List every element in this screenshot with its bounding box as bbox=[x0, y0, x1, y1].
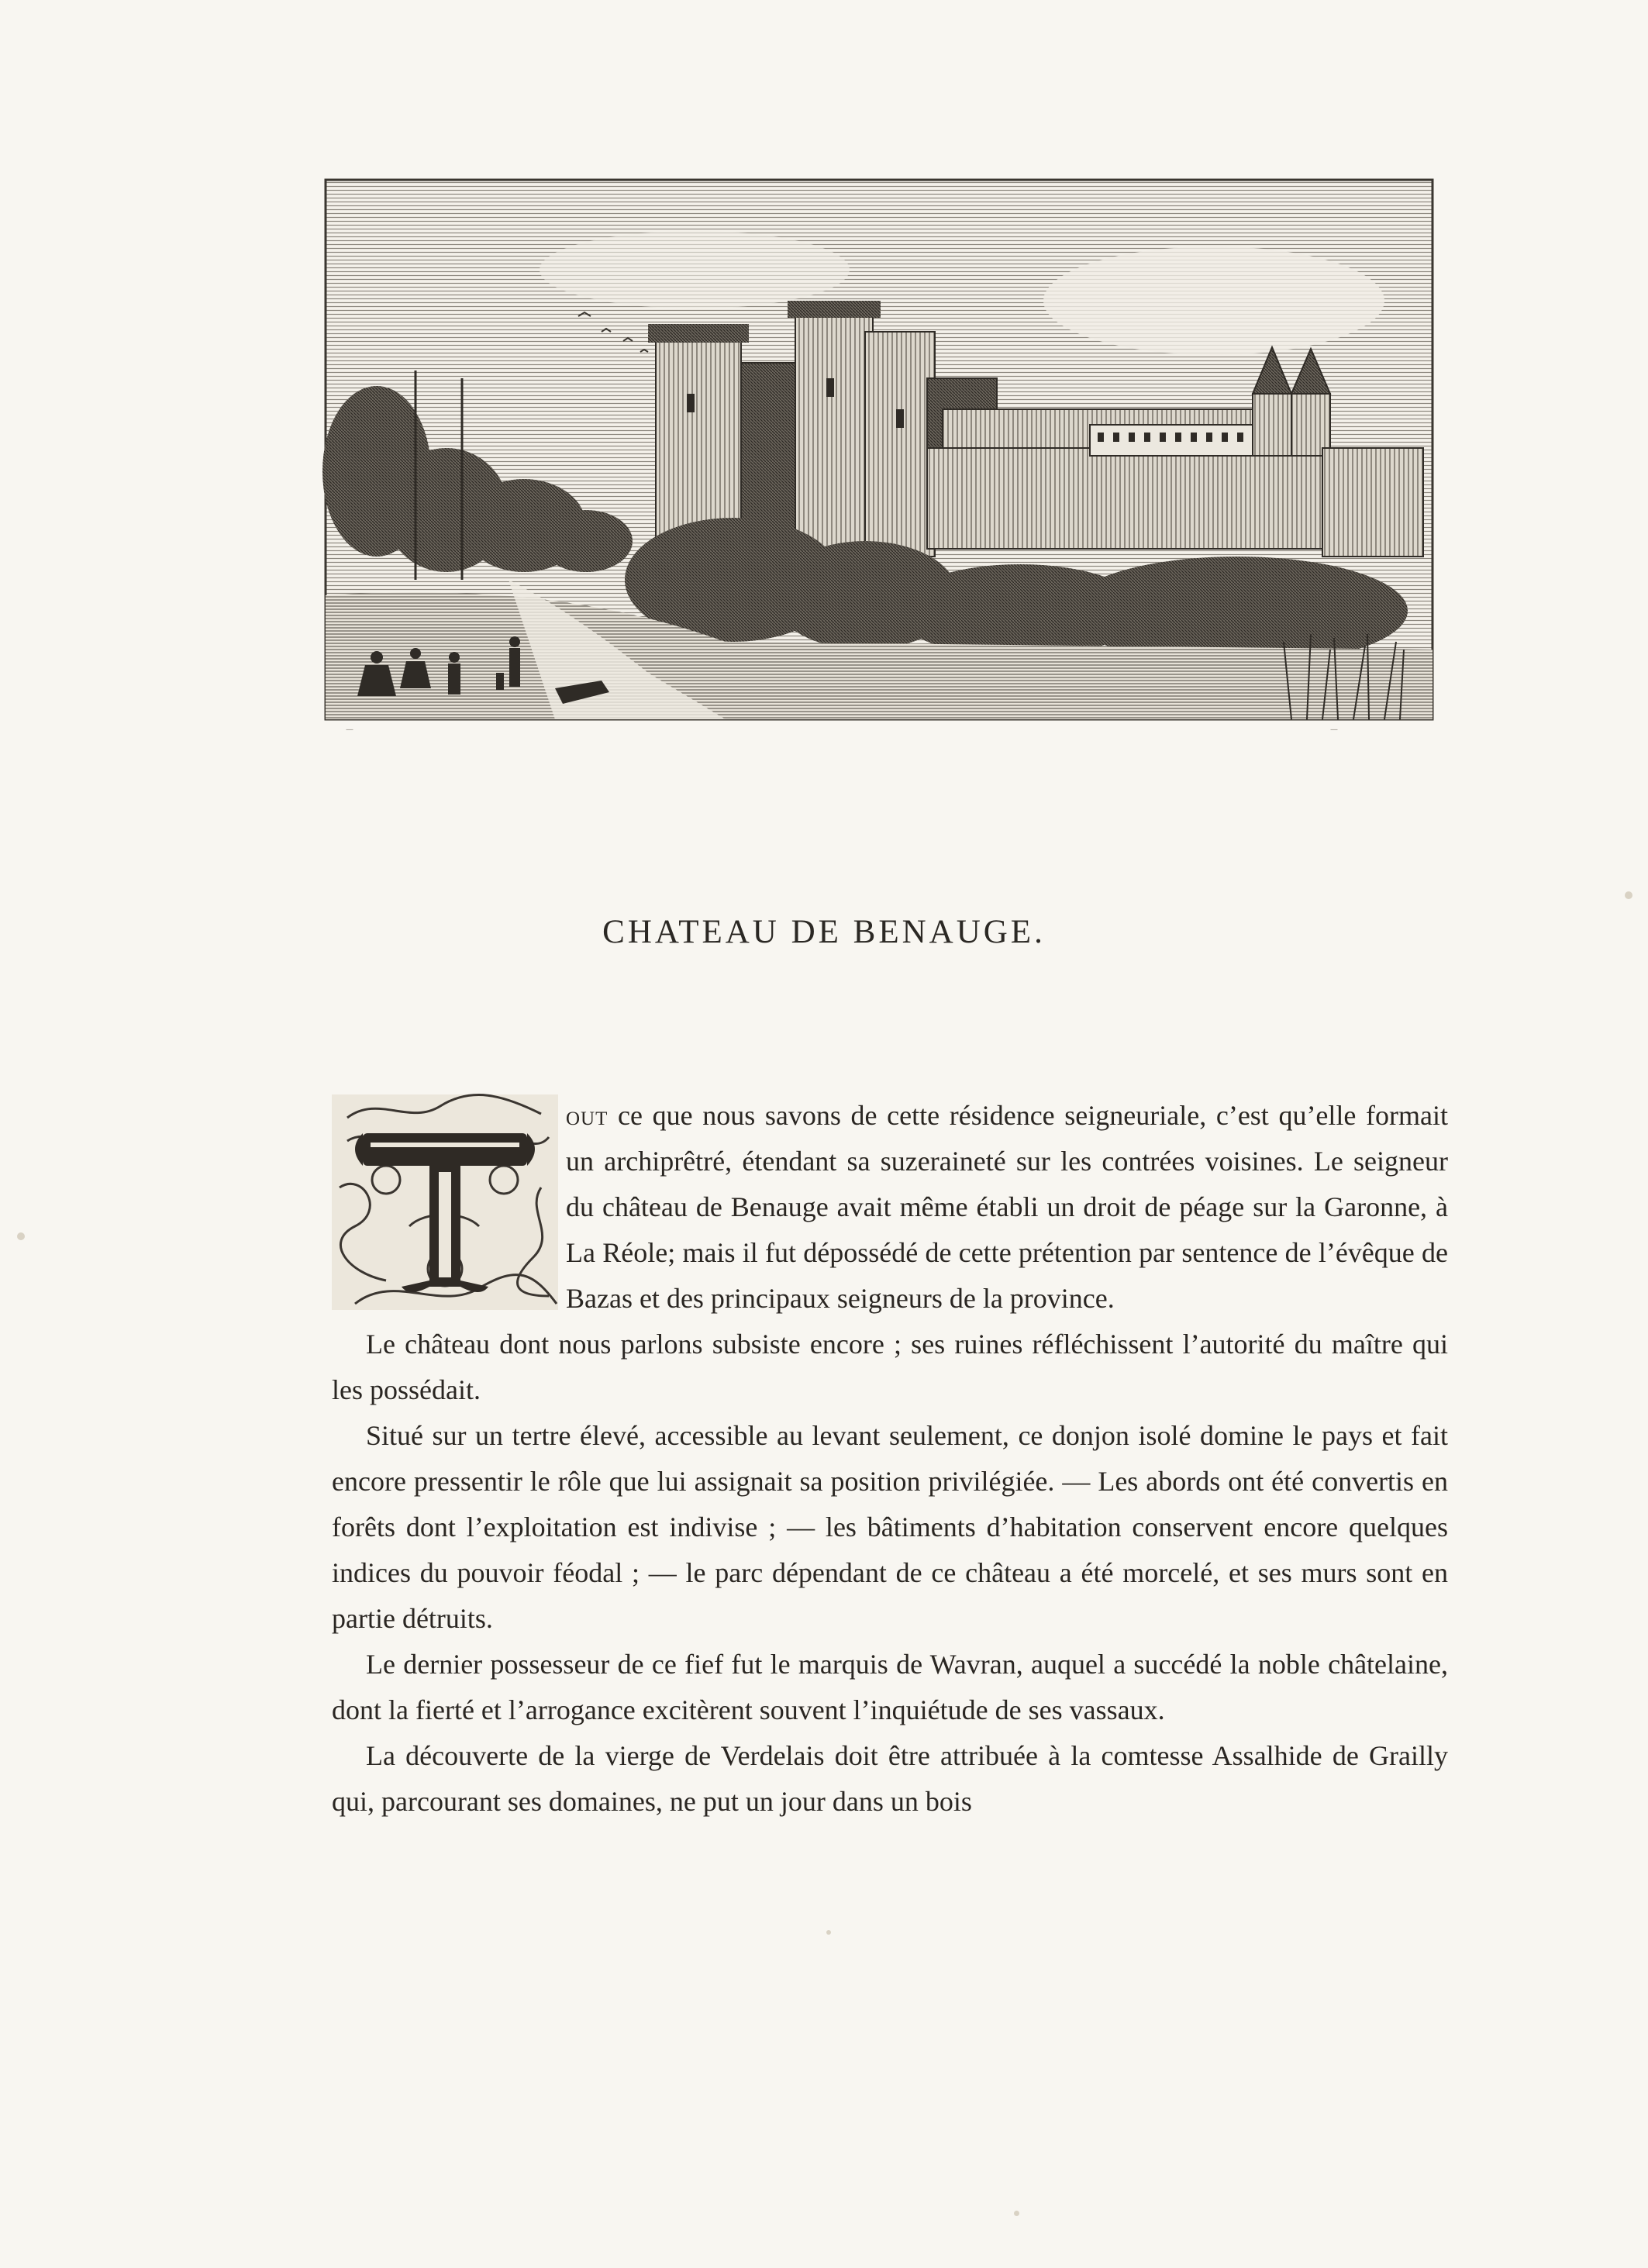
article-body bbox=[332, 1093, 1448, 1825]
paper-speck bbox=[17, 1232, 25, 1240]
paper-speck bbox=[1014, 2211, 1019, 2216]
paragraph-1-lead: out bbox=[566, 1100, 609, 1131]
paragraph-2: Le château dont nous parlons subsiste encore ; ses ruines réfléchissent l’autorité du maître qui les possédait. bbox=[332, 1329, 1448, 1405]
paragraph-4: Le dernier possesseur de ce fief fut le marquis de Wavran, auquel a succédé la noble châtelaine, dont la fierté et l’arrogance excitèrent souvent l’inquiétude de ses vassaux. bbox=[332, 1649, 1448, 1725]
page-title: CHATEAU DE BENAUGE. bbox=[602, 914, 1046, 950]
paper-speck bbox=[826, 1930, 831, 1935]
paragraph-1-text: ce que nous savons de cette résidence seigneuriale, c’est qu’elle formait un archiprêtré, étendant sa suzeraineté sur les contrées voisines. Le seigneur du château de Benauge avait même établi un droit de péage sur la Garonne, à La Réole; mais il fut dépossédé de cette prétention par sentence de l’évêque de Bazas et des principaux seigneurs de la province. bbox=[566, 1100, 1448, 1314]
paragraph-3: Situé sur un tertre élevé, accessible au levant seulement, ce donjon isolé domine le pays et fait encore pressentir le rôle que lui assignait sa position privilégiée. — Les abords ont été convertis en forêts dont l’exploitation est indivise ; — les bâtiments d’habitation conservent encore quelques indices du pouvoir féodal ; — le parc dépendant de ce château a été morcelé, et ses murs sont en partie détruits. bbox=[332, 1420, 1448, 1634]
engraver-credit-right: — bbox=[1330, 726, 1338, 734]
paper-speck bbox=[1625, 891, 1632, 899]
paragraph-5: La découverte de la vierge de Verdelais doit être attribuée à la comtesse Assalhide de Grailly qui, parcourant ses domaines, ne put un jour dans un bois bbox=[332, 1740, 1448, 1817]
castle-engraving-icon bbox=[322, 177, 1436, 734]
ornamental-letter-t-icon bbox=[332, 1094, 558, 1310]
engraver-credit-left: — bbox=[346, 726, 353, 734]
dropcap-letter: T bbox=[440, 1243, 450, 1261]
